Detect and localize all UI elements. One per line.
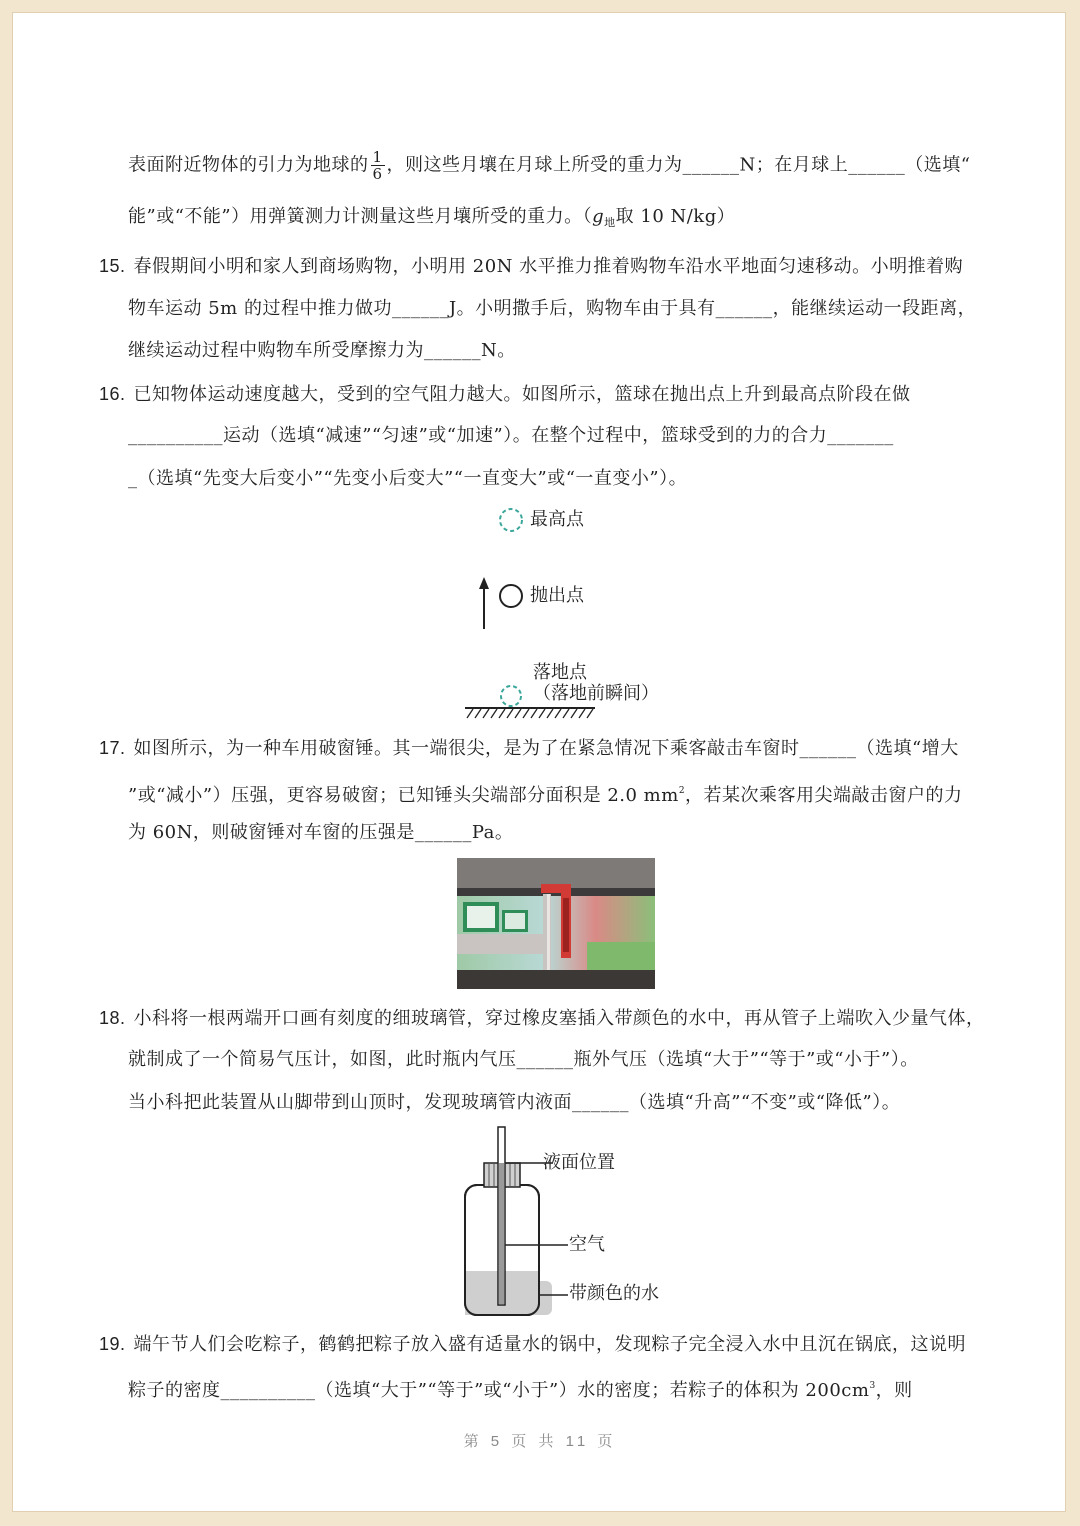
question-number: 16. (99, 384, 126, 404)
label-landing-point: 落地点 (533, 662, 587, 683)
q17-text-2b: ，若某次乘客用尖端敲击窗户的力 (685, 785, 963, 806)
q17-text-2a: ”或“减小”）压强，更容易破窗；已知锤头尖端部分面积是 2.0 mm (128, 785, 679, 806)
q19-line-2 (128, 1374, 913, 1403)
superscript-2: 2 (678, 786, 686, 796)
q14-text-a: 表面附近物体的引力为地球的 (128, 154, 369, 176)
question-number: 15. (99, 256, 126, 276)
label-liquid-level: 液面位置 (543, 1152, 615, 1173)
q15-line-3 (128, 339, 516, 363)
question-number: 17. (99, 738, 126, 758)
hammer-photo-drawing (457, 858, 655, 989)
g-symbol: g (592, 206, 605, 227)
label-throw-point: 抛出点 (530, 585, 584, 606)
g-subscript: 地 (604, 216, 616, 229)
q14-text-b: ，则这些月壤在月球上所受的重力为______N；在月球上______（选填“ (386, 154, 971, 176)
q18-text-1: 小科将一根两端开口画有刻度的细玻璃管，穿过橡皮塞插入带颜色的水中，再从管子上端吹入少量气体， (133, 1008, 985, 1029)
label-air: 空气 (569, 1234, 605, 1255)
fraction-numerator: 1 (372, 148, 383, 166)
q14-line-1 (128, 149, 971, 182)
q17-line-1 (99, 736, 959, 761)
q18-text-2: 就制成了一个简易气压计，如图，此时瓶内气压______瓶外气压（选填“大于”“等于”或“小于”）。 (128, 1049, 919, 1070)
q15-text-1: 春假期间小明和家人到商场购物，小明用 20N 水平推力推着购物车沿水平地面匀速移动。小明推着购 (133, 256, 964, 277)
q19-text-1: 端午节人们会吃粽子，鹤鹤把粽子放入盛有适量水的锅中，发现粽子完全浸入水中且沉在锅底，这说明 (133, 1334, 967, 1355)
q16-text-3: _（选填“先变大后变小”“先变小后变大”“一直变大”或“一直变小”）。 (128, 468, 688, 489)
label-before-landing: （落地前瞬间） (533, 683, 659, 704)
q17-text-3: 为 60N，则破窗锤对车窗的压强是______Pa。 (128, 822, 514, 843)
throw-point-ball (500, 585, 522, 607)
q19-text-2a: 粽子的密度__________（选填“大于”“等于”或“小于”）水的密度；若粽子的体积为 200cm (128, 1380, 870, 1401)
page-footer: 第 5 页 共 11 页 (463, 1433, 617, 1450)
q14-line-2 (128, 205, 735, 235)
q19-line-1 (99, 1332, 966, 1357)
q17-line-3 (128, 821, 513, 845)
window-hammer-photo (457, 858, 655, 989)
highest-point-ball (500, 509, 522, 531)
landing-point-ball (501, 686, 521, 706)
tube-water-column (499, 1163, 504, 1304)
q17-text-1: 如图所示，为一种车用破窗锤。其一端很尖，是为了在紧急情况下乘客敲击车窗时______（选填“增大 (133, 738, 959, 759)
q16-text-1: 已知物体运动速度越大，受到的空气阻力越大。如图所示，篮球在抛出点上升到最高点阶段在做 (133, 384, 911, 405)
question-number: 18. (99, 1008, 126, 1028)
q18-line-3 (128, 1091, 900, 1115)
q16-line-3 (128, 467, 687, 491)
q17-line-2 (128, 779, 963, 808)
q15-line-1 (99, 254, 963, 279)
q18-text-3: 当小科把此装置从山脚带到山顶时，发现玻璃管内液面______（选填“升高”“不变”或“降低”）。 (128, 1092, 901, 1113)
q18-line-1 (99, 1006, 985, 1031)
q15-text-2: 物车运动 5m 的过程中推力做功______J。小明撒手后，购物车由于具有______，能继续运动一段距离， (128, 298, 977, 319)
fraction-one-sixth (371, 149, 385, 182)
label-highest-point: 最高点 (530, 509, 584, 530)
question-number: 19. (99, 1334, 126, 1354)
label-colored-water: 带颜色的水 (569, 1283, 659, 1304)
q14-text-c: 能”或“不能”）用弹簧测力计测量这些月壤所受的重力。（ (128, 206, 593, 227)
arrow-head-icon (479, 577, 489, 589)
superscript-3: 3 (869, 1381, 876, 1391)
exam-page (12, 12, 1066, 1512)
q16-text-2: __________运动（选填“减速”“匀速”或“加速”）。在整个过程中，篮球受到的力的合力_______ (128, 425, 894, 446)
q14-text-d: 取 10 N/kg） (615, 206, 736, 227)
q15-line-2 (128, 297, 976, 321)
q19-text-2b: ，则 (875, 1380, 913, 1401)
ground-hatching (467, 709, 593, 718)
q18-line-2 (128, 1048, 919, 1072)
q15-text-3: 继续运动过程中购物车所受摩擦力为______N。 (128, 340, 516, 361)
q16-line-2 (128, 424, 894, 448)
q16-line-1 (99, 382, 911, 407)
fraction-denominator: 6 (372, 165, 383, 183)
